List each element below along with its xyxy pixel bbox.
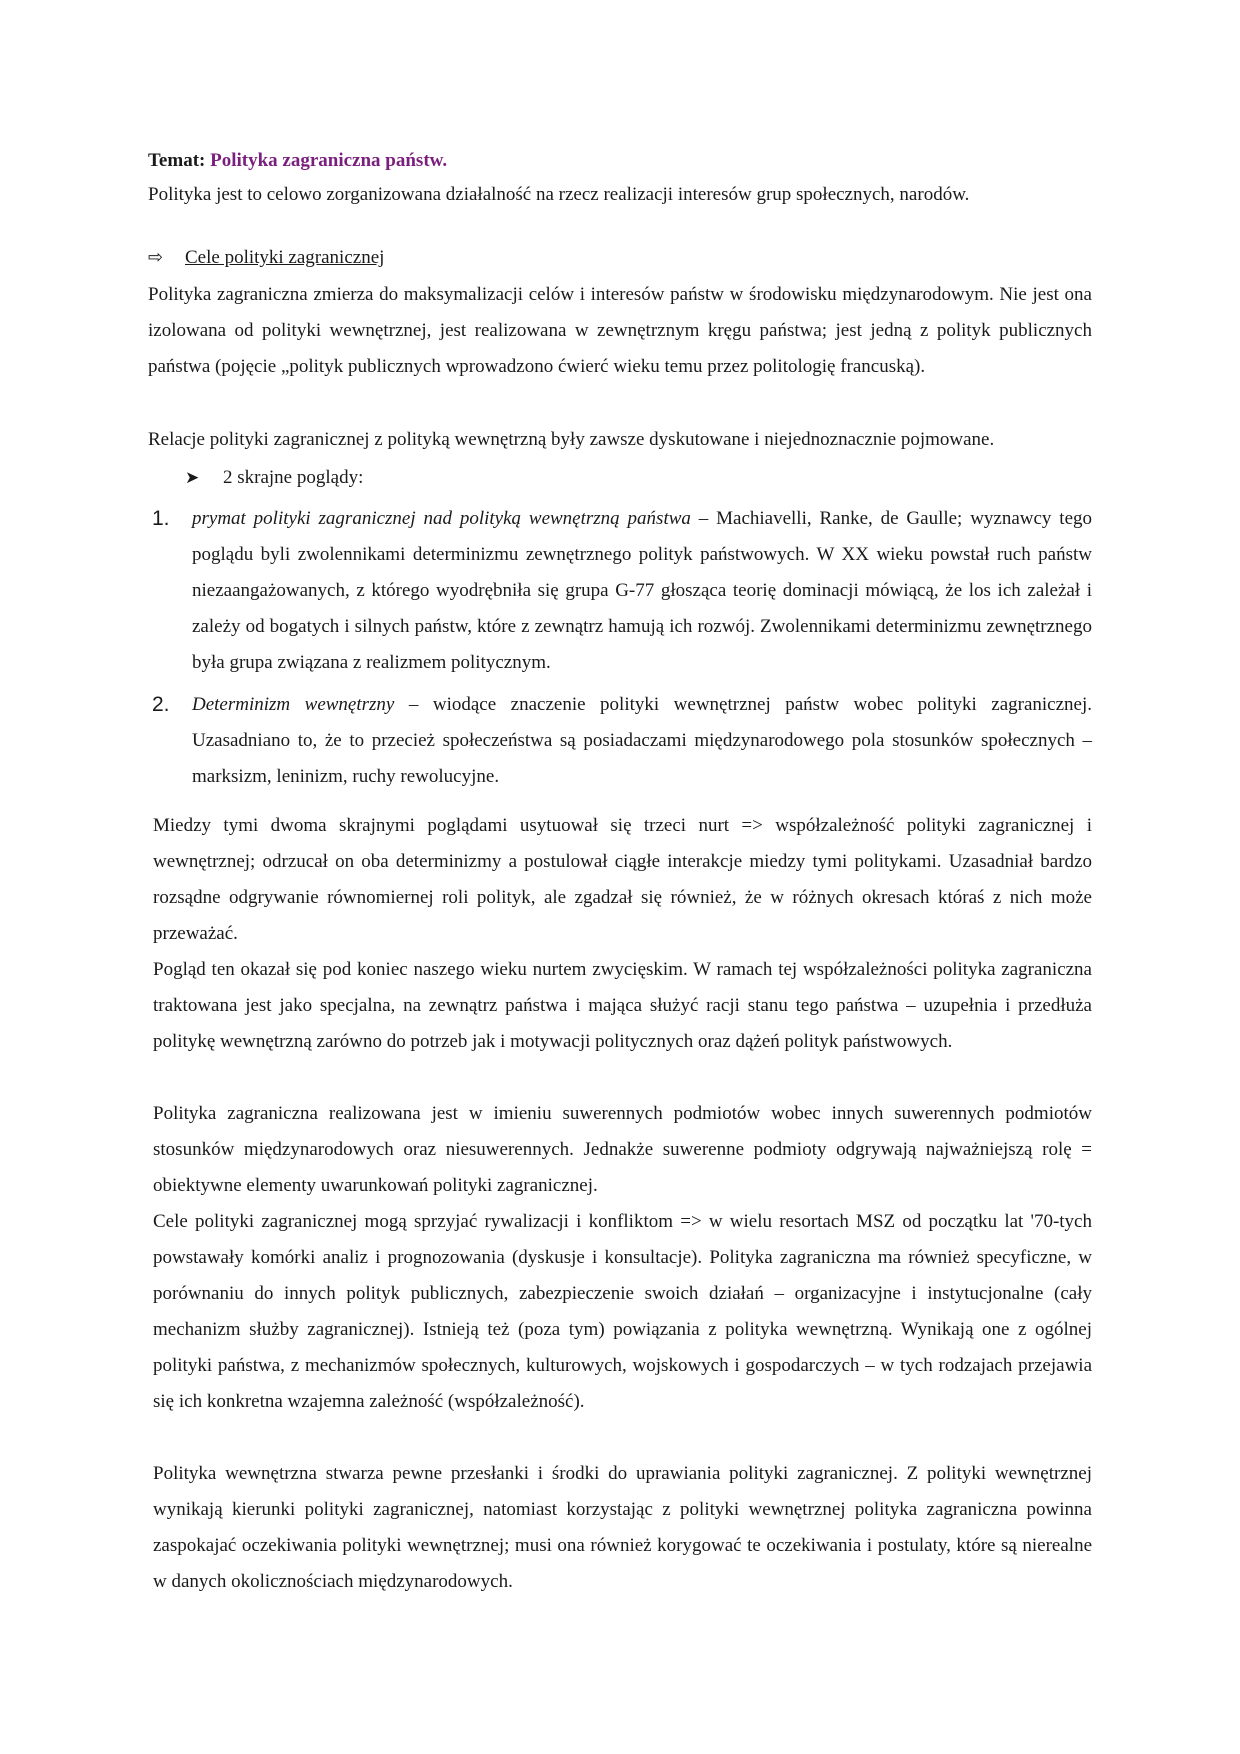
paragraph-sovereign-subjects: Polityka zagraniczna realizowana jest w imieniu suwerennych podmiotów wobec innych suwerennych podmiotów stosunków międzynarodowych oraz niesuwerennych. Jednakże suwerenne podmioty odgrywają najważniejszą rolę = obiektywne elementy uwarunkowań polityki zagranicznej. [153, 1103, 1092, 1196]
section-heading [148, 243, 384, 273]
view-text: – Machiavelli, Ranke, de Gaulle; wyznawcy tego poglądu byli zwolennikami determinizmu zewnętrznego polityk państwowych. W XX wieku powstał ruch państw niezaangażowanych, z którego wyodrębniła się grupa G-77 głosząca teorię dominacji mówiącą, że los ich zależał i zależy od bogatych i silnych państw, które z zewnątrz hamują ich rozwój. Zwolennikami determinizmu zewnętrznego była grupa związana z realizmem politycznym. [192, 508, 1093, 673]
section-paragraph-goals: Polityka zagraniczna zmierza do maksymalizacji celów i interesów państw w środowisku międzynarodowym. Nie jest ona izolowana od polityki wewnętrznej, jest realizowana w zewnętrznym kręgu państwa; jest jedną z polityk publicznych państwa (pojęcie „polityk publicznych wprowadzono ćwierć wieku temu przez politologię francuską). [148, 284, 1092, 377]
list-number: 1. [152, 507, 170, 530]
paragraph-internal-policy: Polityka wewnętrzna stwarza pewne przesłanki i środki do uprawiania polityki zagranicznej. Z polityki wewnętrznej wynikają kierunki polityki zagranicznej, natomiast korzystając z polityki wewnętrznej polityka zagraniczna powinna zaspokajać oczekiwania polityki wewnętrznej; musi ona również korygować te oczekiwania i postulaty, które są nierealne w danych okolicznościach międzynarodowych. [153, 1463, 1092, 1592]
view-term: Determinizm wewnętrzny [192, 694, 395, 715]
arrowhead-bullet-icon: ➤ [185, 468, 200, 488]
title-prefix: Temat: [148, 150, 211, 171]
right-arrow-icon: ⇨ [148, 247, 164, 268]
intro-paragraph: Polityka jest to celowo zorganizowana działalność na rzecz realizacji interesów grup społecznych, narodów. [148, 184, 970, 205]
paragraph-winning-view: Pogląd ten okazał się pod koniec naszego wieku nurtem zwycięskim. W ramach tej współzależności polityka zagraniczna traktowana jest jako specjalna, na zewnątrz państwa i mająca służyć racji stanu tego państwa – uzupełnia i przedłuża politykę wewnętrzną zarówno do potrzeb jak i motywacji politycznych oraz dążeń polityk państwowych. [153, 959, 1092, 1052]
list-item-body [192, 687, 1092, 795]
paragraph-goals-conflicts: Cele polityki zagranicznej mogą sprzyjać rywalizacji i konfliktom => w wielu resortach MSZ od początku lat '70-tych powstawały komórki analiz i prognozowania (dyskusje i konsultacje). Polityka zagraniczna ma również specyficzne, w porównaniu do innych polityk publicznych, zabezpieczenie swoich działań – organizacyjne i instytucjonalne (cały mechanizm służby zagranicznej). Istnieją też (poza tym) powiązania z polityka wewnętrzną. Wynikają one z ogólnej polityki państwa, z mechanizmów społecznych, kulturowych, wojskowych i gospodarczych – w tych rodzajach przejawia się ich konkretna wzajemna zależność (współzależność). [153, 1211, 1092, 1412]
views-bullet [185, 463, 363, 493]
section-heading-label: Cele polityki zagranicznej [185, 247, 385, 268]
title-topic: Polityka zagraniczna państw. [210, 150, 448, 171]
list-item-body [192, 501, 1092, 681]
page-title [148, 146, 447, 176]
paragraph-interdependence: Miedzy tymi dwoma skrajnymi poglądami usytuował się trzeci nurt => współzależność polityki zagranicznej i wewnętrznej; odrzucał on oba determinizmy a postulował ciągłe interakcje miedzy tymi politykami. Uzasadniał bardzo rozsądne odgrywanie równomiernej roli polityk, ale zgadzał się również, że w różnych okresach któraś z nich może przeważać. [153, 815, 1092, 944]
view-text: – wiodące znaczenie polityki wewnętrznej państw wobec polityki zagranicznej. Uzasadniano to, że to przecież społeczeństwa są posiadaczami międzynarodowego pola stosunków społecznych – marksizm, leninizm, ruchy rewolucyjne. [192, 694, 1092, 787]
list-number: 2. [152, 693, 170, 716]
view-term: prymat polityki zagranicznej nad polityką wewnętrzną państwa [192, 508, 691, 529]
views-bullet-label: 2 skrajne poglądy: [223, 467, 364, 488]
section-paragraph-relations: Relacje polityki zagranicznej z polityką wewnętrzną były zawsze dyskutowane i niejednoznacznie pojmowane. [148, 429, 995, 450]
